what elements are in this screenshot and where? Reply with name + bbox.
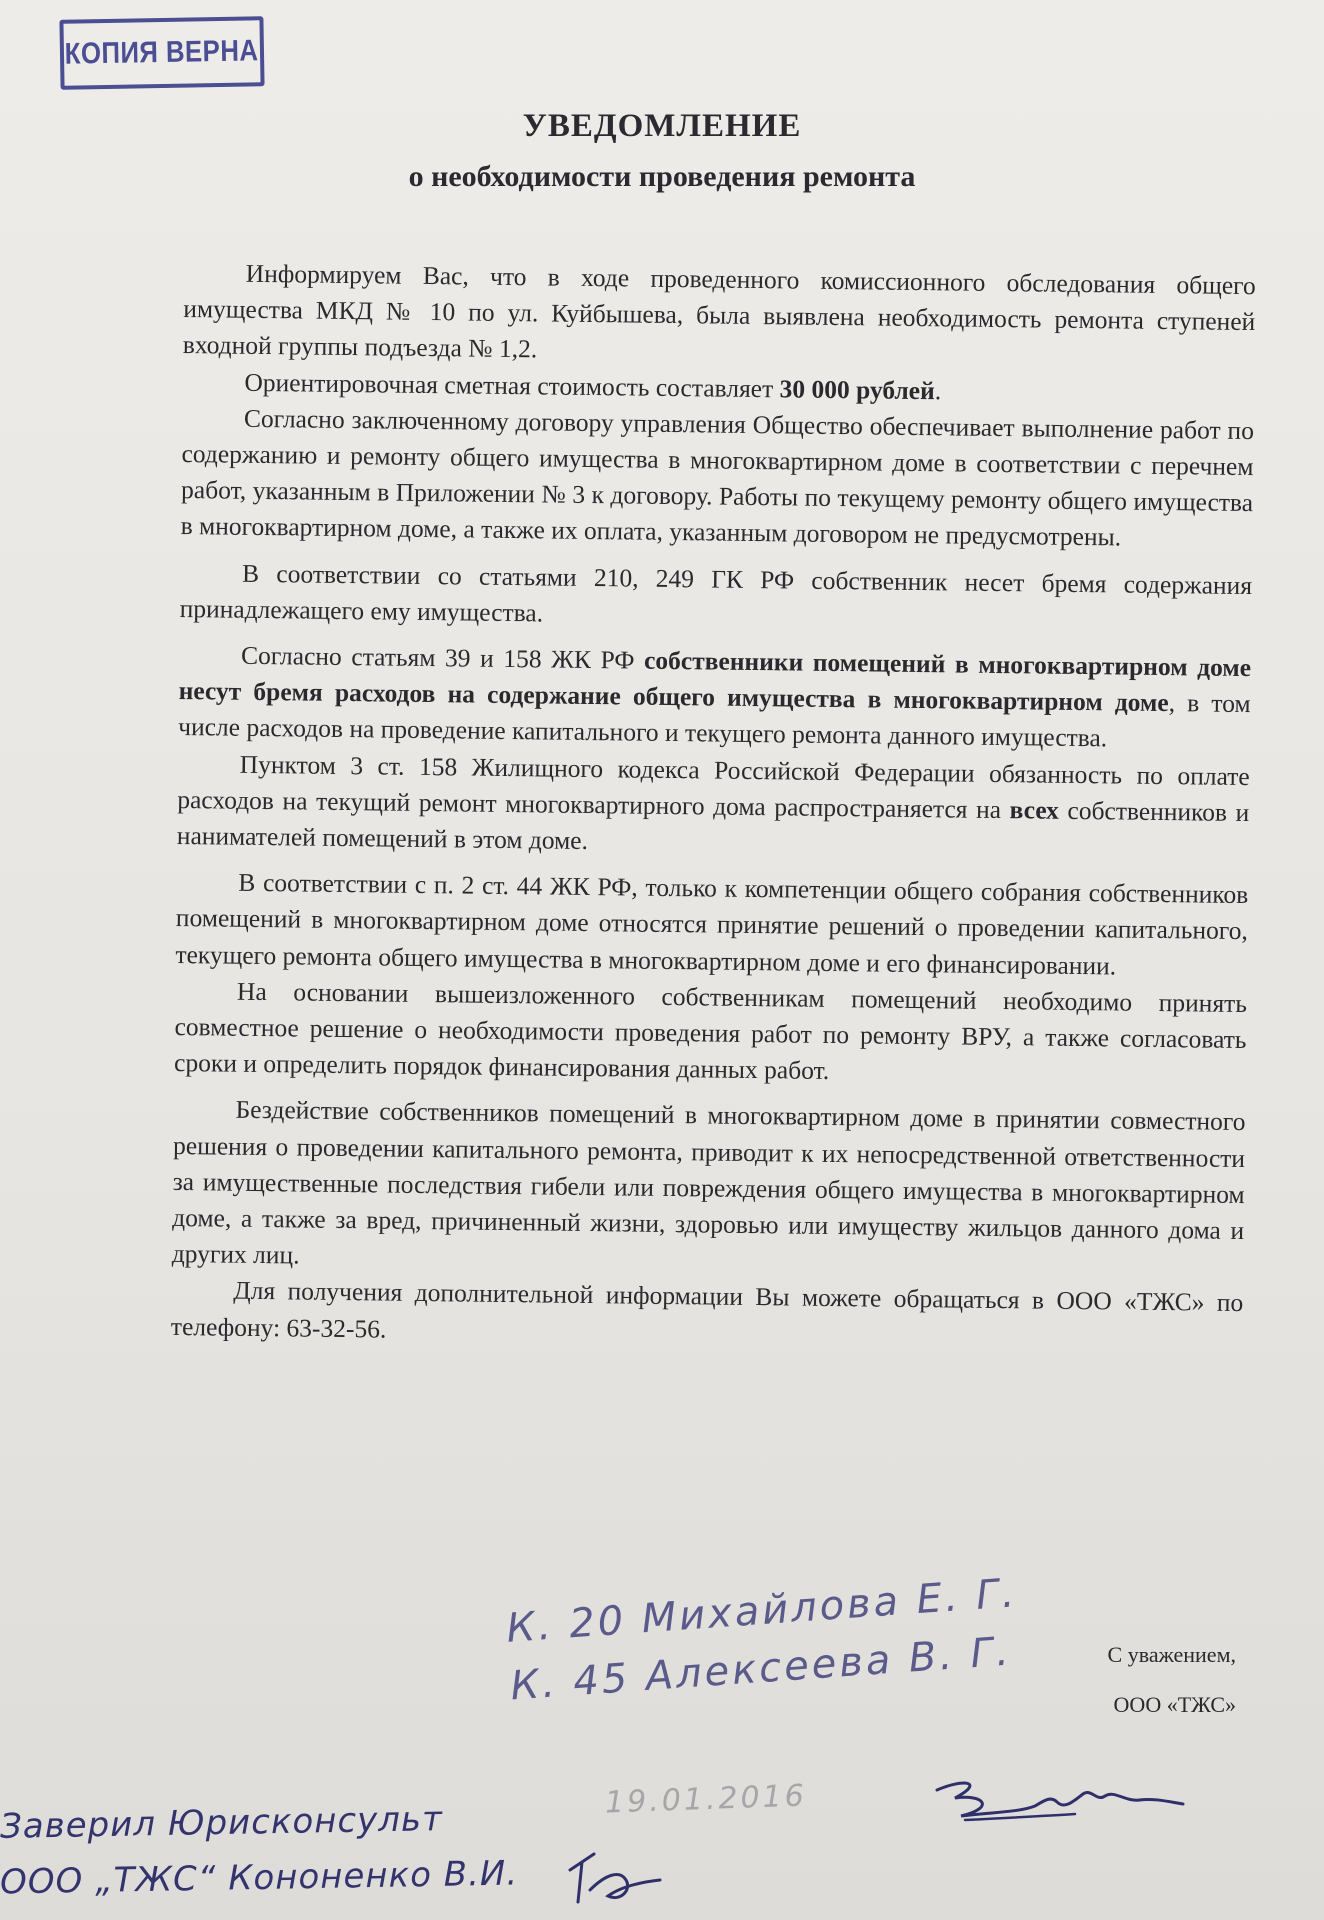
handwritten-date: 19.01.2016 xyxy=(604,1778,808,1821)
signoff-organization: ООО «ТЖС» xyxy=(1113,1692,1236,1717)
document-body xyxy=(171,255,1256,1358)
paragraph: На основании вышеизложенного собственникам помещений необходимо принять совместное решение о необходимости проведения работ по ремонту ВРУ, а также согласовать сроки и определить порядок финансирования данных работ. xyxy=(173,976,1248,1086)
paragraph: Пунктом 3 ст. 158 Жилищного кодекса Российской Федерации обязанность по оплате расходов на текущий ремонт многоквартирного дома распространяется на всех собственников и нанимателей помещений в этом доме. xyxy=(176,749,1250,856)
paragraph: Согласно статьям 39 и 158 ЖК РФ собственники помещений в многоквартирном доме несут бремя расходов на содержание общего имущества в многоквартирном доме, в том числе расходов на проведение капитального и текущего ремонта данного имущества. xyxy=(178,640,1252,753)
paragraph: Информируем Вас, что в ходе проведенного комиссионного обследования общего имущества МКД № 10 по ул. Куйбышева, была выявлена необходимость ремонта ступеней входной группы подъезда № 1,2. xyxy=(182,258,1256,364)
paragraph: Бездействие собственников помещений в многоквартирном доме в принятии совместного решения о проведении капитального ремонта, приводит к их непосредственной ответственности за имущественные последствия гибели или повреждения общего имущества в многоквартирном доме, а также за вред, причиненный жизни, здоровью или имуществу жильцов данного дома и других лиц. xyxy=(171,1095,1246,1270)
paragraph: Для получения дополнительной информации Вы можете обращаться в ООО «ТЖС» по телефону: 63-32-56. xyxy=(170,1276,1244,1344)
document-title: УВЕДОМЛЕНИЕ xyxy=(522,108,802,144)
copy-certified-stamp xyxy=(59,16,264,90)
paragraph: В соответствии с п. 2 ст. 44 ЖК РФ, только к компетенции общего собрания собственников помещений в многоквартирном доме относятся принятие решений о проведении капитального, текущего ремонта общего имущества в многоквартирном доме и его финансировании. xyxy=(175,867,1249,981)
stamp-text: КОПИЯ ВЕРНА xyxy=(64,34,260,71)
handwritten-certification: ООО „ТЖС“ Кононенко В.И. xyxy=(0,1853,519,1903)
document-subtitle: о необходимости проведения ремонта xyxy=(408,160,916,193)
paragraph: Ориентировочная сметная стоимость составляет 30 000 рублей. xyxy=(244,367,942,405)
paragraph: Согласно заключенному договору управления Общество обеспечивает выполнение работ по содержанию и ремонту общего имущества в многоквартирном доме в соответствии с перечнем работ, указанным в Приложении № 3 к договору. Работы по текущему ремонту общего имущества в многоквартирном доме, а также их оплата, указанным договором не предусмотрены. xyxy=(180,403,1255,552)
handwritten-certification: Заверил Юрисконсульт xyxy=(0,1799,444,1847)
handwritten-annotation: К. 20 Михайлова Е. Г. xyxy=(505,1570,1019,1652)
signature-lawyer xyxy=(560,1840,680,1910)
regards-line: С уважением, xyxy=(1107,1642,1236,1667)
handwritten-annotation: К. 45 Алексеева В. Г. xyxy=(509,1628,1014,1710)
paragraph: В соответствии со статьями 210, 249 ГК РФ собственник несет бремя содержания принадлежащего ему имущества. xyxy=(179,558,1253,628)
signature-director xyxy=(925,1772,1185,1842)
